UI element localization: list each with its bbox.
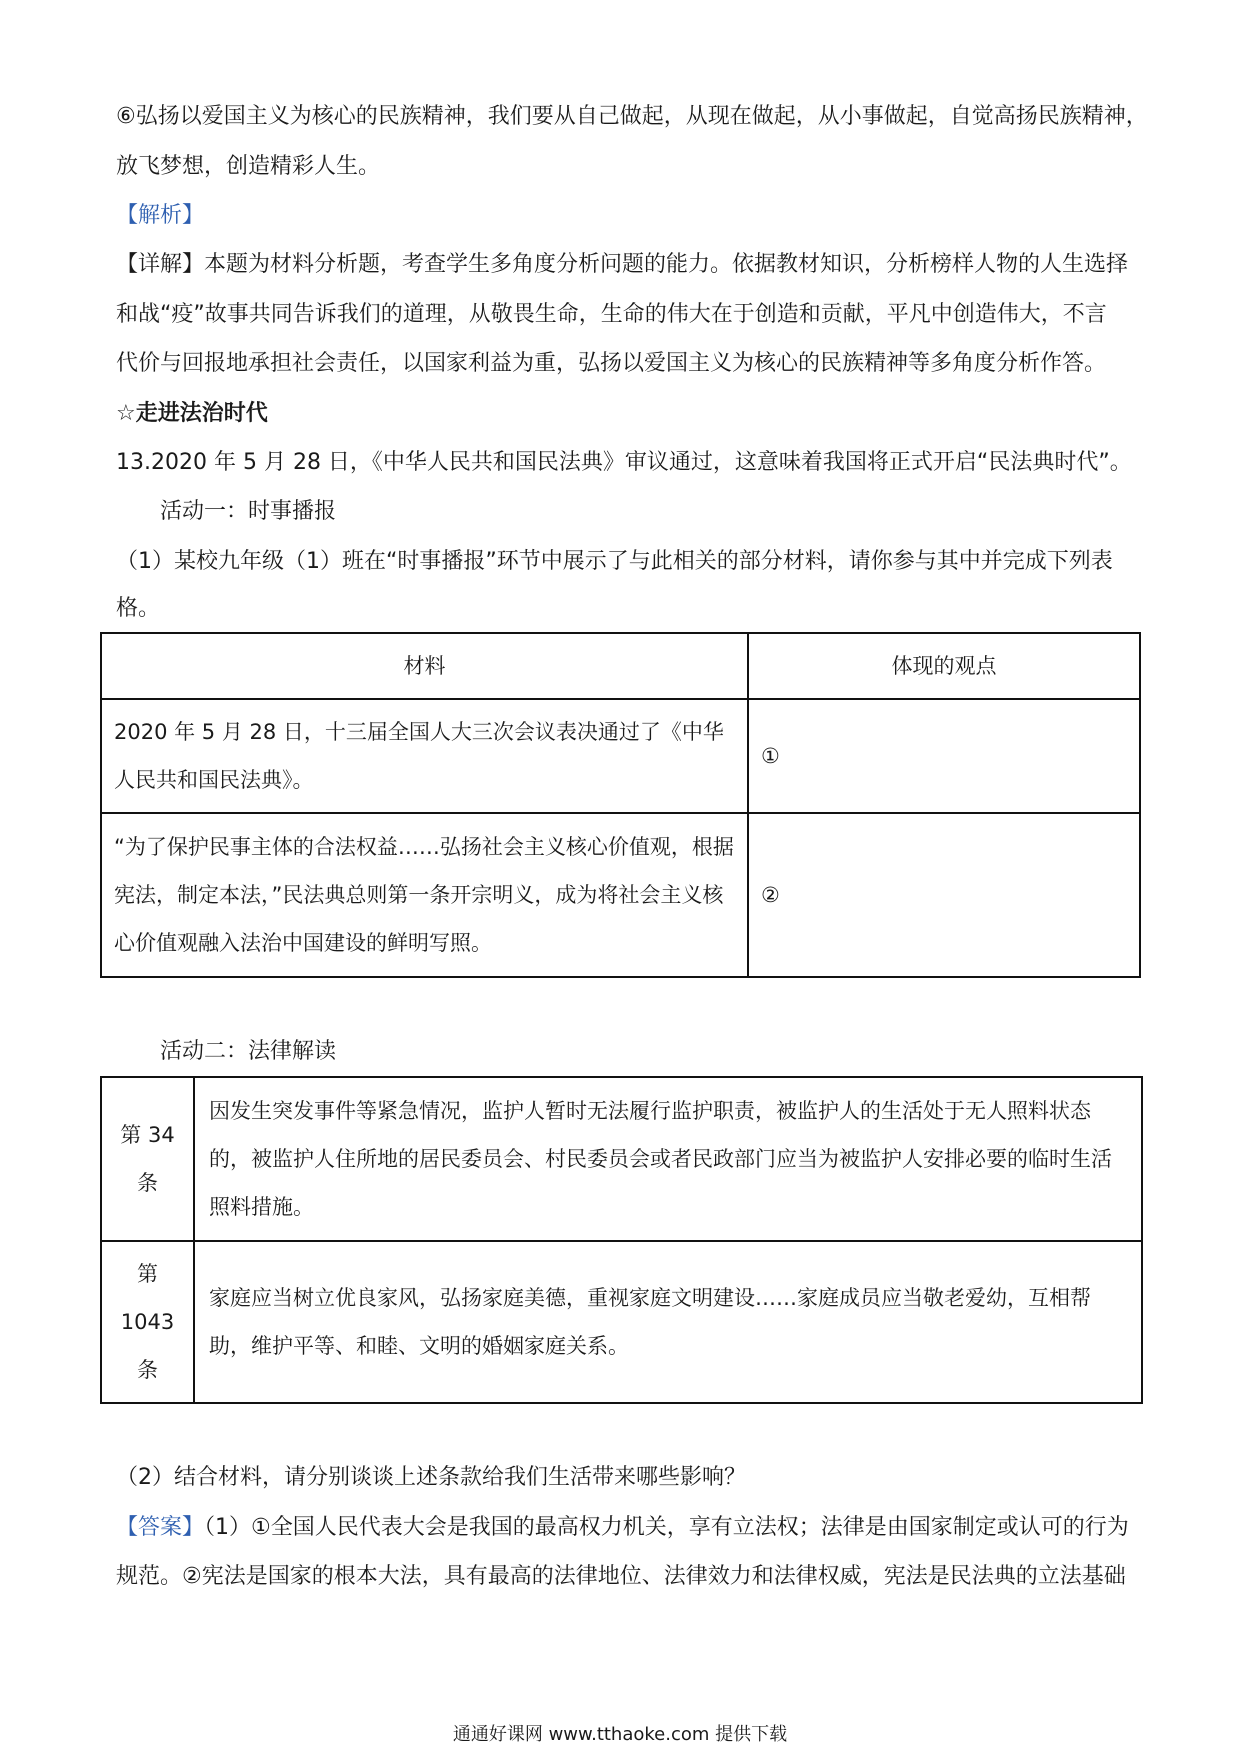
law-articles-table [100, 1076, 1143, 1404]
text-line: 和战“疫”故事共同告诉我们的道理，从敬畏生命，生命的伟大在于创造和贡献，平凡中创造伟大，不言 [116, 302, 1107, 327]
activity-two-label: 活动二：法律解读 [160, 1039, 337, 1064]
analysis-heading: 【解析】 [116, 203, 205, 228]
article-number: 第 1043 条 [101, 1241, 194, 1403]
text-line: 放飞梦想，创造精彩人生。 [116, 154, 381, 179]
table-row [101, 813, 1140, 977]
article-text: 因发生突发事件等紧急情况，监护人暂时无法履行监护职责，被监护人的生活处于无人照料状态的，被监护人住所地的居民委员会、村民委员会或者民政部门应当为被监护人安排必要的临时生活照料措施。 [194, 1077, 1142, 1241]
question-13: 13.2020 年 5 月 28 日，《中华人民共和国民法典》审议通过，这意味着我国将正式开启“民法典时代”。 [116, 450, 1132, 475]
table-cell-answer-blank: ① [748, 699, 1140, 813]
text-line: ⑥弘扬以爱国主义为核心的民族精神，我们要从自己做起，从现在做起，从小事做起，自觉高扬民族精神， [116, 104, 1148, 129]
text-line: 【详解】本题为材料分析题，考查学生多角度分析问题的能力。依据教材知识，分析榜样人物的人生选择 [116, 252, 1129, 277]
table-cell-material: 2020 年 5 月 28 日，十三届全国人大三次会议表决通过了《中华人民共和国民法典》。 [101, 699, 748, 813]
table-row [101, 699, 1140, 813]
text-line: 格。 [116, 596, 161, 621]
table-row [101, 1241, 1142, 1403]
answer-text: （1）①全国人民代表大会是我国的最高权力机关，享有立法权；法律是由国家制定或认可的行为 [204, 1515, 1129, 1540]
table-cell-material: “为了保护民事主体的合法权益……弘扬社会主义核心价值观，根据宪法，制定本法，”民法典总则第一条开宗明义，成为将社会主义核心价值观融入法治中国建设的鲜明写照。 [101, 813, 748, 977]
article-text: 家庭应当树立优良家风，弘扬家庭美德，重视家庭文明建设……家庭成员应当敬老爱幼，互相帮助，维护平等、和睦、文明的婚姻家庭关系。 [194, 1241, 1142, 1403]
text-line: （1）某校九年级（1）班在“时事播报”环节中展示了与此相关的部分材料，请你参与其中并完成下列表 [116, 549, 1113, 574]
question-2: （2）结合材料，请分别谈谈上述条款给我们生活带来哪些影响？ [116, 1465, 746, 1490]
article-number: 第 34 条 [101, 1077, 194, 1241]
activity-one-label: 活动一：时事播报 [160, 499, 337, 524]
section-heading: ☆走进法治时代 [116, 401, 268, 426]
table-row [101, 1077, 1142, 1241]
answer-tag: 【答案】 [116, 1515, 205, 1540]
table-header-material: 材料 [101, 633, 748, 699]
current-affairs-table [100, 632, 1141, 978]
table-header-viewpoint: 体现的观点 [748, 633, 1140, 699]
answer-line-2: 规范。②宪法是国家的根本大法，具有最高的法律地位、法律效力和法律权威，宪法是民法典的立法基础 [116, 1564, 1126, 1589]
table-cell-answer-blank: ② [748, 813, 1140, 977]
text-line: 代价与回报地承担社会责任，以国家利益为重，弘扬以爱国主义为核心的民族精神等多角度分析作答。 [116, 351, 1107, 376]
answer-line [116, 1512, 1129, 1544]
footer-source: 通通好课网 www.tthaoke.com 提供下载 [452, 1724, 788, 1745]
